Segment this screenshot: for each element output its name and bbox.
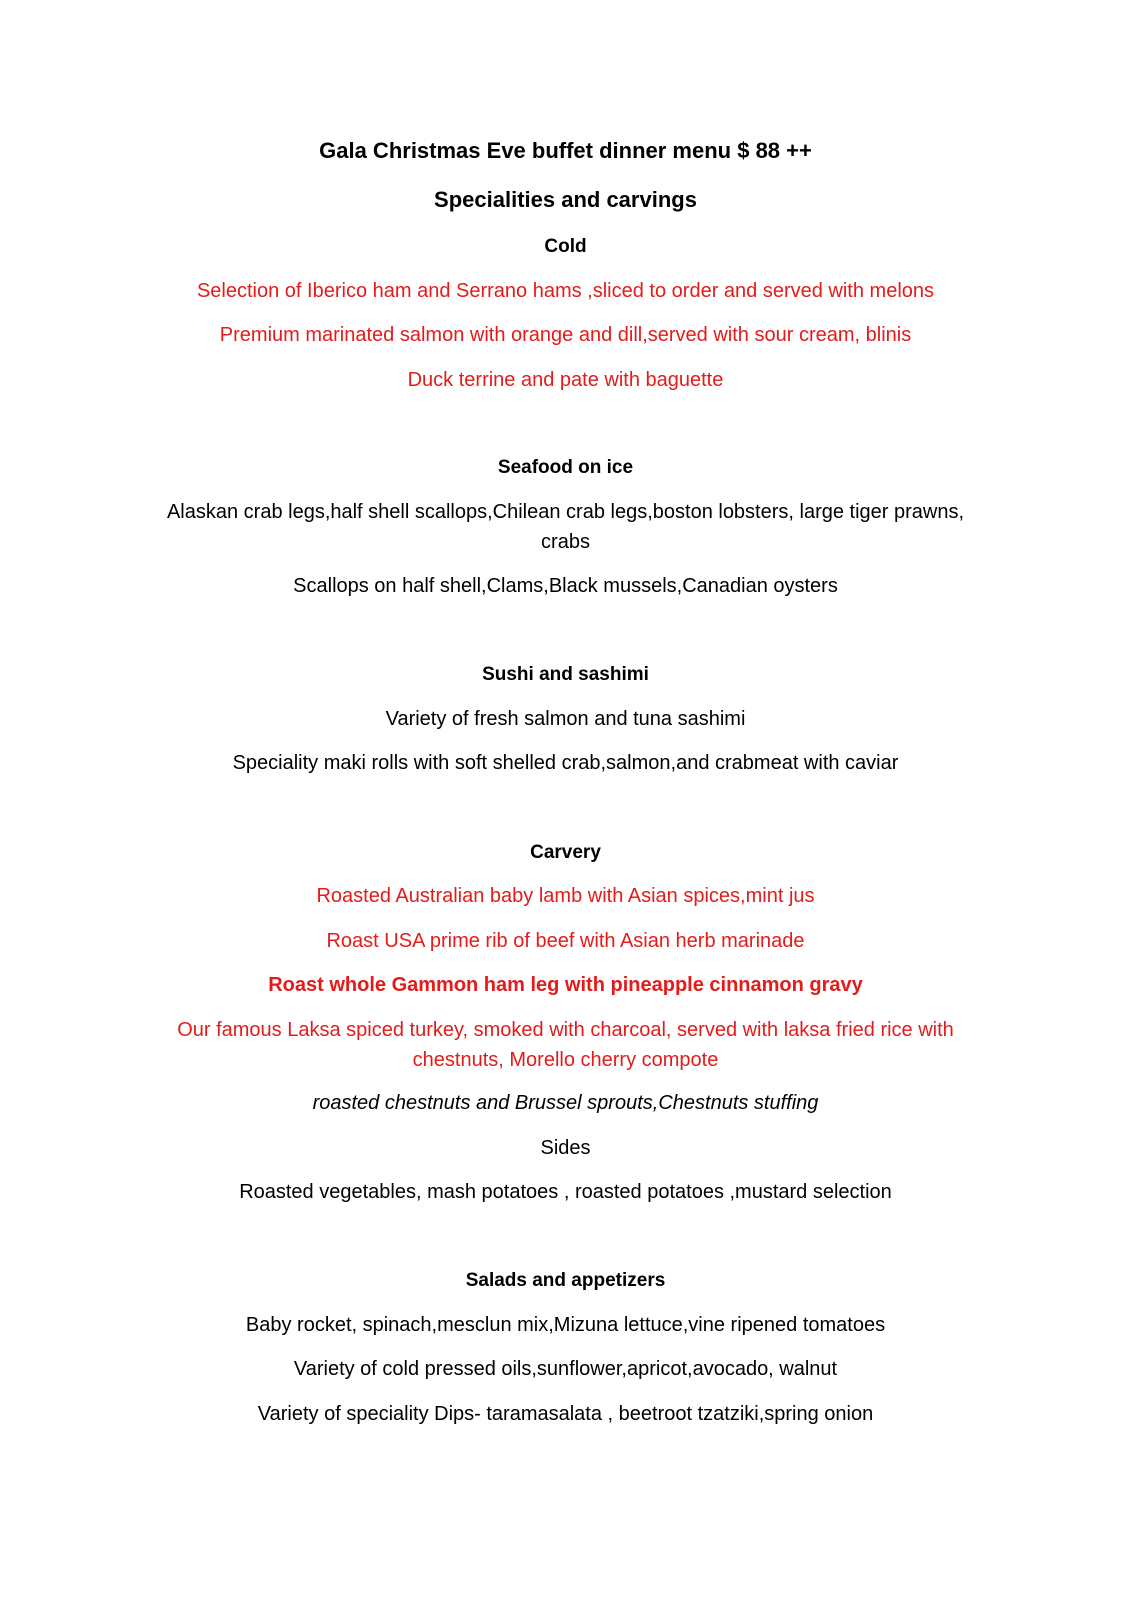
menu-item: Variety of fresh salmon and tuna sashimi (385, 708, 746, 730)
menu-item: Roast USA prime rib of beef with Asian herb marinade (326, 930, 805, 952)
menu-item: Roast whole Gammon ham leg with pineapple cinnamon gravy (268, 974, 863, 996)
menu-item: Speciality maki rolls with soft shelled crab,salmon,and crabmeat with caviar (232, 752, 899, 774)
menu-item: Roasted vegetables, mash potatoes , roasted potatoes ,mustard selection (239, 1181, 892, 1203)
menu-title: Gala Christmas Eve buffet dinner menu $ 88 ++ (319, 138, 812, 163)
menu-item: Scallops on half shell,Clams,Black mussels,Canadian oysters (293, 575, 838, 597)
menu-item: Variety of cold pressed oils,sunflower,apricot,avocado, walnut (293, 1358, 838, 1380)
menu-item: Duck terrine and pate with baguette (407, 369, 724, 391)
menu-item: Roasted Australian baby lamb with Asian spices,mint jus (316, 885, 815, 907)
menu-item: Premium marinated salmon with orange and dill,served with sour cream, blinis (219, 324, 912, 346)
menu-item: Alaskan crab legs,half shell scallops,Chilean crab legs,boston lobsters, large tiger prawns, crabs (166, 501, 965, 553)
section-heading-carvery: Carvery (530, 842, 601, 863)
menu-item: Variety of speciality Dips- taramasalata , beetroot tzatziki,spring onion (257, 1403, 874, 1425)
menu-item: Our famous Laksa spiced turkey, smoked with charcoal, served with laksa fried rice with chestnuts, Morello cherry compote (177, 1019, 954, 1071)
menu-item: roasted chestnuts and Brussel sprouts,Chestnuts stuffing (312, 1092, 819, 1114)
section-heading-salads: Salads and appetizers (465, 1270, 666, 1291)
menu-subtitle: Specialities and carvings (434, 187, 697, 212)
sides-label: Sides (540, 1137, 591, 1159)
menu-item: Baby rocket, spinach,mesclun mix,Mizuna lettuce,vine ripened tomatoes (245, 1314, 886, 1336)
section-heading-cold: Cold (544, 236, 587, 257)
menu-item: Selection of Iberico ham and Serrano hams ,sliced to order and served with melons (196, 280, 935, 302)
section-heading-seafood: Seafood on ice (497, 457, 634, 478)
section-heading-sushi: Sushi and sashimi (482, 664, 649, 685)
